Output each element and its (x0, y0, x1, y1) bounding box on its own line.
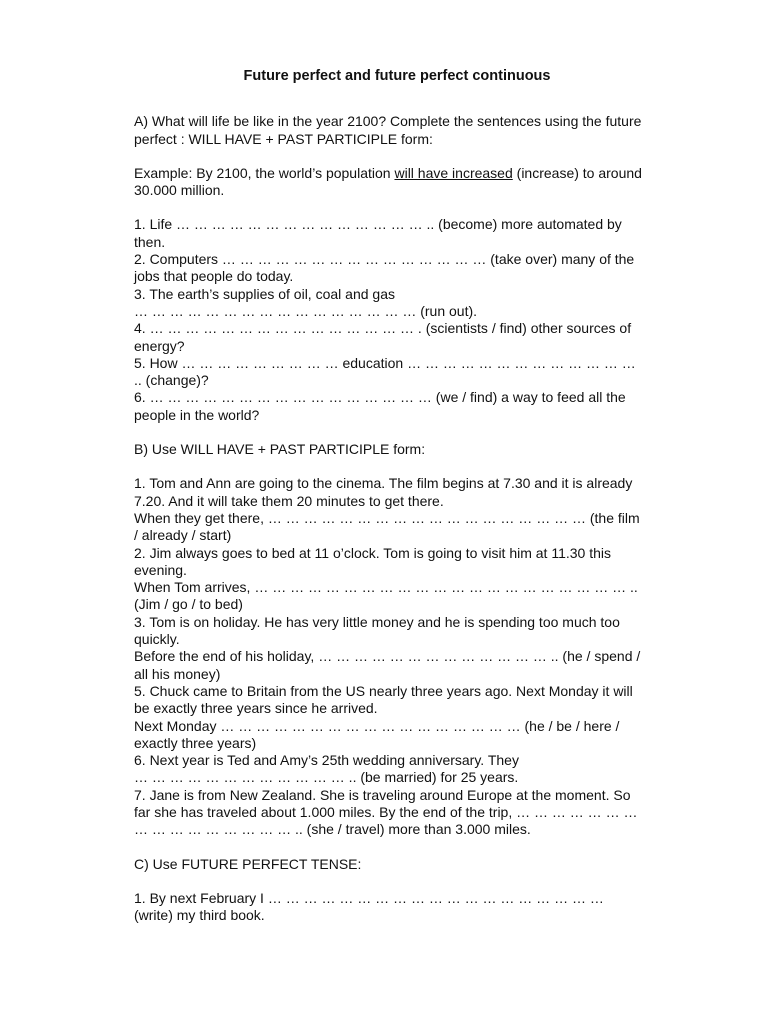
example-prefix: Example: By 2100, the world’s population (134, 164, 395, 181)
section-a-item: … … … … … … … … … … … … … … … … (run out). (134, 302, 478, 319)
section-a-item: 5. How … … … … … … … … … education … … … … … … … … … … … … … .. (change)? (134, 354, 636, 389)
section-a-item: 4. … … … … … … … … … … … … … … … . (scientists / find) other sources of energy? (134, 320, 632, 354)
section-b-item: 1. Tom and Ann are going to the cinema. The film begins at 7.30 and it is already 7.20. And it will take them 20 minutes to get there. (134, 475, 633, 509)
section-b-instruction: B) Use WILL HAVE + PAST PARTICIPLE form: (134, 441, 426, 458)
page-title: Future perfect and future perfect continuous (243, 68, 551, 84)
section-a-item: 6. … … … … … … … … … … … … … … … … (we / find) a way to feed all the people in the world? (134, 389, 626, 423)
section-a-example (134, 165, 644, 200)
section-a-item: 2. Computers … … … … … … … … … … … … … … … (take over) many of the jobs that people do today. (134, 251, 635, 285)
section-c-item: 1. By next February I … … … … … … … … … … … … … … … … … … … (write) my third book. (134, 889, 604, 924)
section-b-item: … … … … … … … … … … … … .. (be married) for 25 years. (134, 769, 519, 786)
section-a-item: 3. The earth’s supplies of oil, coal and gas (134, 285, 395, 302)
section-b-item: Next Monday … … … … … … … … … … … … … … … … … (he / be / here / exactly three years) (134, 717, 620, 751)
section-b-item: 2. Jim always goes to bed at 11 o’clock. Tom is going to visit him at 11.30 this evening. (134, 544, 612, 578)
section-b-item: 6. Next year is Ted and Amy’s 25th wedding anniversary. They (134, 752, 519, 769)
section-b-item: 7. Jane is from New Zealand. She is traveling around Europe at the moment. So far she has traveled about 1.000 miles. By the end of the trip, … … … … … … … … … … … … … … … … .. (she / travel) more than 3.000 miles. (134, 786, 638, 838)
section-b-item: When Tom arrives, … … … … … … … … … … … … … … … … … … … … … .. (Jim / go / to bed) (134, 579, 638, 613)
example-answer: will have increased (394, 164, 513, 181)
worksheet-page (134, 68, 644, 924)
example-suffix: (increase) to around 30.000 million. (134, 164, 642, 199)
section-c-instruction: C) Use FUTURE PERFECT TENSE: (134, 855, 362, 872)
section-b-item: 3. Tom is on holiday. He has very little money and he is spending too much too quickly. (134, 613, 620, 648)
section-a-instruction: A) What will life be like in the year 2100? Complete the sentences using the future perfect : WILL HAVE + PAST PARTICIPLE form: (134, 113, 642, 147)
section-b-item: When they get there, … … … … … … … … … … … … … … … … … … (the film / already / start) (134, 509, 640, 544)
section-b-item: Before the end of his holiday, … … … … … … … … … … … … … .. (he / spend / all his money) (134, 648, 641, 682)
section-b-item: 5. Chuck came to Britain from the US nearly three years ago. Next Monday it will be exactly three years since he arrived. (134, 682, 633, 717)
section-a-item: 1. Life … … … … … … … … … … … … … … .. (become) more automated by then. (134, 216, 622, 250)
